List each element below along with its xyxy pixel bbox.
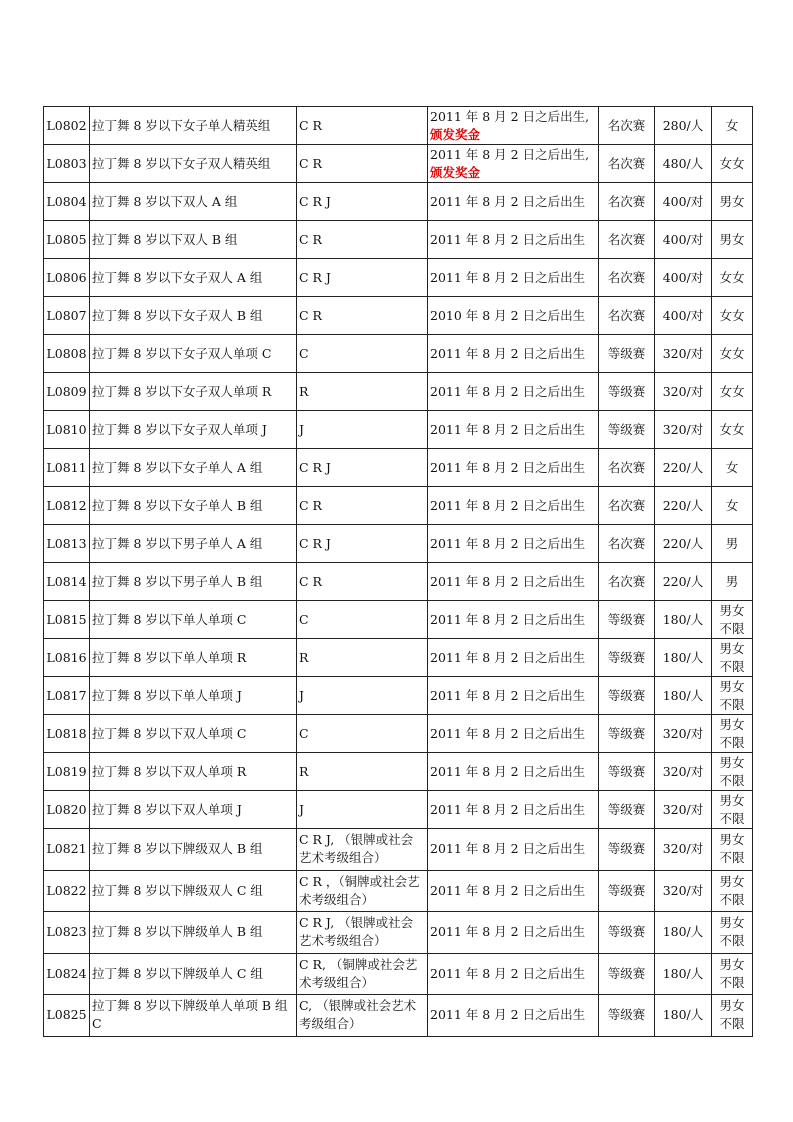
table-row xyxy=(44,107,753,145)
dances-cell: C R xyxy=(297,107,428,145)
birth-requirement-cell xyxy=(428,145,599,183)
event-code-cell: L0813 xyxy=(44,525,90,563)
dances-cell: C R ，（铜牌或社会艺术考级组合） xyxy=(297,870,428,912)
gender-cell: 男女不限 xyxy=(712,601,753,639)
birth-requirement-text: 2011 年 8 月 2 日之后出生 xyxy=(430,611,586,627)
competition-type-cell: 名次赛 xyxy=(599,449,655,487)
birth-requirement-text: 2011 年 8 月 2 日之后出生 xyxy=(430,573,586,589)
gender-cell: 男女不限 xyxy=(712,912,753,954)
gender-cell: 女女 xyxy=(712,411,753,449)
table-row xyxy=(44,525,753,563)
entry-fee-cell: 400/对 xyxy=(655,297,712,335)
competition-type-cell: 名次赛 xyxy=(599,183,655,221)
competition-type-cell: 等级赛 xyxy=(599,601,655,639)
event-code-cell: L0808 xyxy=(44,335,90,373)
entry-fee-cell: 400/对 xyxy=(655,259,712,297)
event-name-cell: 拉丁舞 8 岁以下女子双人 B 组 xyxy=(90,297,297,335)
birth-requirement-cell xyxy=(428,563,599,601)
competition-type-cell: 名次赛 xyxy=(599,563,655,601)
birth-requirement-cell xyxy=(428,715,599,753)
competition-type-cell: 等级赛 xyxy=(599,373,655,411)
dances-cell: C R xyxy=(297,297,428,335)
birth-requirement-cell xyxy=(428,183,599,221)
dances-cell: R xyxy=(297,639,428,677)
event-code-cell: L0809 xyxy=(44,373,90,411)
table-row xyxy=(44,639,753,677)
birth-requirement-cell xyxy=(428,525,599,563)
table-row xyxy=(44,715,753,753)
event-name-cell: 拉丁舞 8 岁以下单人单项 J xyxy=(90,677,297,715)
birth-requirement-cell xyxy=(428,335,599,373)
dances-cell: C R xyxy=(297,221,428,259)
entry-fee-cell: 180/人 xyxy=(655,953,712,995)
entry-fee-cell: 400/对 xyxy=(655,221,712,259)
birth-requirement-text: 2011 年 8 月 2 日之后出生 xyxy=(430,535,586,551)
birth-requirement-text: 2011 年 8 月 2 日之后出生 xyxy=(430,231,586,247)
event-code-cell: L0803 xyxy=(44,145,90,183)
table-row xyxy=(44,563,753,601)
birth-requirement-text: 2011 年 8 月 2 日之后出生 xyxy=(430,801,586,817)
birth-requirement-cell xyxy=(428,601,599,639)
birth-requirement-cell xyxy=(428,677,599,715)
entry-fee-cell: 320/对 xyxy=(655,791,712,829)
event-name-cell: 拉丁舞 8 岁以下双人 A 组 xyxy=(90,183,297,221)
competition-type-cell: 等级赛 xyxy=(599,791,655,829)
gender-cell: 男女 xyxy=(712,221,753,259)
dances-cell: J xyxy=(297,411,428,449)
gender-cell: 女女 xyxy=(712,373,753,411)
table-row xyxy=(44,791,753,829)
competition-type-cell: 等级赛 xyxy=(599,639,655,677)
event-name-cell: 拉丁舞 8 岁以下男子单人 B 组 xyxy=(90,563,297,601)
dances-cell: C R xyxy=(297,563,428,601)
table-row xyxy=(44,601,753,639)
birth-requirement-cell xyxy=(428,449,599,487)
birth-requirement-cell xyxy=(428,753,599,791)
event-name-cell: 拉丁舞 8 岁以下牌级单人 C 组 xyxy=(90,953,297,995)
event-name-cell: 拉丁舞 8 岁以下双人单项 C xyxy=(90,715,297,753)
dances-cell: C xyxy=(297,601,428,639)
gender-cell: 女女 xyxy=(712,145,753,183)
event-code-cell: L0825 xyxy=(44,995,90,1037)
birth-requirement-text: 2011 年 8 月 2 日之后出生 xyxy=(430,193,586,209)
competition-type-cell: 名次赛 xyxy=(599,297,655,335)
competition-type-cell: 等级赛 xyxy=(599,411,655,449)
events-table xyxy=(43,106,753,1037)
dances-cell: C R J xyxy=(297,183,428,221)
award-note: 颁发奖金 xyxy=(430,164,481,180)
birth-requirement-text: 2011 年 8 月 2 日之后出生 xyxy=(430,882,586,898)
dances-cell: C R xyxy=(297,145,428,183)
table-row xyxy=(44,870,753,912)
birth-requirement-cell xyxy=(428,107,599,145)
event-code-cell: L0806 xyxy=(44,259,90,297)
entry-fee-cell: 180/人 xyxy=(655,677,712,715)
competition-type-cell: 名次赛 xyxy=(599,221,655,259)
competition-type-cell: 等级赛 xyxy=(599,870,655,912)
dances-cell: C, （银牌或社会艺术考级组合） xyxy=(297,995,428,1037)
dances-cell: R xyxy=(297,373,428,411)
table-row xyxy=(44,912,753,954)
competition-type-cell: 名次赛 xyxy=(599,259,655,297)
entry-fee-cell: 220/人 xyxy=(655,449,712,487)
gender-cell: 男女不限 xyxy=(712,753,753,791)
dances-cell: C R xyxy=(297,487,428,525)
table-row xyxy=(44,677,753,715)
event-name-cell: 拉丁舞 8 岁以下双人单项 R xyxy=(90,753,297,791)
entry-fee-cell: 180/人 xyxy=(655,912,712,954)
birth-requirement-cell xyxy=(428,870,599,912)
birth-requirement-text: 2011 年 8 月 2 日之后出生, xyxy=(430,146,590,162)
gender-cell: 男女不限 xyxy=(712,677,753,715)
birth-requirement-cell xyxy=(428,221,599,259)
gender-cell: 男女不限 xyxy=(712,715,753,753)
gender-cell: 女 xyxy=(712,487,753,525)
event-code-cell: L0815 xyxy=(44,601,90,639)
table-row xyxy=(44,221,753,259)
table-row xyxy=(44,753,753,791)
competition-type-cell: 等级赛 xyxy=(599,995,655,1037)
birth-requirement-text: 2011 年 8 月 2 日之后出生 xyxy=(430,421,586,437)
entry-fee-cell: 320/对 xyxy=(655,411,712,449)
event-code-cell: L0814 xyxy=(44,563,90,601)
table-row xyxy=(44,995,753,1037)
event-name-cell: 拉丁舞 8 岁以下女子双人单项 C xyxy=(90,335,297,373)
birth-requirement-text: 2011 年 8 月 2 日之后出生 xyxy=(430,965,586,981)
dances-cell: C xyxy=(297,715,428,753)
gender-cell: 男 xyxy=(712,563,753,601)
gender-cell: 男女不限 xyxy=(712,995,753,1037)
competition-type-cell: 等级赛 xyxy=(599,829,655,871)
dances-cell: J xyxy=(297,677,428,715)
event-code-cell: L0811 xyxy=(44,449,90,487)
table-row xyxy=(44,953,753,995)
birth-requirement-cell xyxy=(428,411,599,449)
event-name-cell: 拉丁舞 8 岁以下牌级单人 B 组 xyxy=(90,912,297,954)
competition-type-cell: 等级赛 xyxy=(599,677,655,715)
table-row xyxy=(44,145,753,183)
event-code-cell: L0821 xyxy=(44,829,90,871)
birth-requirement-text: 2011 年 8 月 2 日之后出生 xyxy=(430,687,586,703)
dances-cell: C R J, （银牌或社会艺术考级组合） xyxy=(297,912,428,954)
birth-requirement-cell xyxy=(428,953,599,995)
birth-requirement-text: 2011 年 8 月 2 日之后出生 xyxy=(430,924,586,940)
table-row xyxy=(44,183,753,221)
event-code-cell: L0804 xyxy=(44,183,90,221)
birth-requirement-cell xyxy=(428,259,599,297)
table-row xyxy=(44,373,753,411)
entry-fee-cell: 220/人 xyxy=(655,563,712,601)
table-row xyxy=(44,829,753,871)
event-name-cell: 拉丁舞 8 岁以下女子双人单项 J xyxy=(90,411,297,449)
birth-requirement-text: 2011 年 8 月 2 日之后出生, xyxy=(430,108,590,124)
award-note: 颁发奖金 xyxy=(430,126,481,142)
birth-requirement-text: 2011 年 8 月 2 日之后出生 xyxy=(430,841,586,857)
event-code-cell: L0810 xyxy=(44,411,90,449)
birth-requirement-text: 2011 年 8 月 2 日之后出生 xyxy=(430,649,586,665)
dances-cell: C R J xyxy=(297,449,428,487)
dances-cell: R xyxy=(297,753,428,791)
dances-cell: C R J xyxy=(297,259,428,297)
entry-fee-cell: 320/对 xyxy=(655,335,712,373)
competition-type-cell: 名次赛 xyxy=(599,487,655,525)
birth-requirement-cell xyxy=(428,639,599,677)
gender-cell: 男女不限 xyxy=(712,953,753,995)
event-code-cell: L0812 xyxy=(44,487,90,525)
event-code-cell: L0823 xyxy=(44,912,90,954)
event-code-cell: L0822 xyxy=(44,870,90,912)
gender-cell: 女女 xyxy=(712,259,753,297)
event-code-cell: L0816 xyxy=(44,639,90,677)
birth-requirement-text: 2011 年 8 月 2 日之后出生 xyxy=(430,269,586,285)
gender-cell: 男女不限 xyxy=(712,829,753,871)
table-row xyxy=(44,487,753,525)
event-name-cell: 拉丁舞 8 岁以下男子单人 A 组 xyxy=(90,525,297,563)
entry-fee-cell: 320/对 xyxy=(655,373,712,411)
birth-requirement-cell xyxy=(428,829,599,871)
event-name-cell: 拉丁舞 8 岁以下女子单人 A 组 xyxy=(90,449,297,487)
gender-cell: 女女 xyxy=(712,297,753,335)
table-row xyxy=(44,449,753,487)
birth-requirement-cell xyxy=(428,995,599,1037)
table-body xyxy=(44,107,753,1037)
entry-fee-cell: 180/人 xyxy=(655,601,712,639)
table-row xyxy=(44,297,753,335)
entry-fee-cell: 280/人 xyxy=(655,107,712,145)
event-name-cell: 拉丁舞 8 岁以下女子单人精英组 xyxy=(90,107,297,145)
competition-type-cell: 等级赛 xyxy=(599,715,655,753)
event-code-cell: L0820 xyxy=(44,791,90,829)
entry-fee-cell: 180/人 xyxy=(655,995,712,1037)
entry-fee-cell: 400/对 xyxy=(655,183,712,221)
event-name-cell: 拉丁舞 8 岁以下双人 B 组 xyxy=(90,221,297,259)
competition-type-cell: 等级赛 xyxy=(599,953,655,995)
dances-cell: C R, （铜牌或社会艺术考级组合） xyxy=(297,953,428,995)
competition-type-cell: 等级赛 xyxy=(599,753,655,791)
event-code-cell: L0819 xyxy=(44,753,90,791)
entry-fee-cell: 220/人 xyxy=(655,487,712,525)
event-code-cell: L0817 xyxy=(44,677,90,715)
dances-cell: C R J, （银牌或社会艺术考级组合） xyxy=(297,829,428,871)
gender-cell: 男 xyxy=(712,525,753,563)
competition-type-cell: 名次赛 xyxy=(599,525,655,563)
gender-cell: 女 xyxy=(712,107,753,145)
table-row xyxy=(44,335,753,373)
event-code-cell: L0805 xyxy=(44,221,90,259)
gender-cell: 女 xyxy=(712,449,753,487)
event-name-cell: 拉丁舞 8 岁以下牌级双人 B 组 xyxy=(90,829,297,871)
birth-requirement-cell xyxy=(428,297,599,335)
birth-requirement-cell xyxy=(428,373,599,411)
dances-cell: C R J xyxy=(297,525,428,563)
event-name-cell: 拉丁舞 8 岁以下双人单项 J xyxy=(90,791,297,829)
event-name-cell: 拉丁舞 8 岁以下单人单项 C xyxy=(90,601,297,639)
dances-cell: J xyxy=(297,791,428,829)
event-code-cell: L0807 xyxy=(44,297,90,335)
entry-fee-cell: 180/人 xyxy=(655,639,712,677)
competition-type-cell: 等级赛 xyxy=(599,912,655,954)
competition-type-cell: 等级赛 xyxy=(599,335,655,373)
birth-requirement-text: 2011 年 8 月 2 日之后出生 xyxy=(430,1007,586,1023)
event-code-cell: L0824 xyxy=(44,953,90,995)
table-row xyxy=(44,411,753,449)
event-name-cell: 拉丁舞 8 岁以下女子双人 A 组 xyxy=(90,259,297,297)
event-name-cell: 拉丁舞 8 岁以下牌级双人 C 组 xyxy=(90,870,297,912)
birth-requirement-text: 2010 年 8 月 2 日之后出生 xyxy=(430,307,586,323)
entry-fee-cell: 320/对 xyxy=(655,829,712,871)
entry-fee-cell: 320/对 xyxy=(655,753,712,791)
birth-requirement-text: 2011 年 8 月 2 日之后出生 xyxy=(430,725,586,741)
event-name-cell: 拉丁舞 8 岁以下牌级单人单项 B 组 C xyxy=(90,995,297,1037)
event-name-cell: 拉丁舞 8 岁以下女子双人单项 R xyxy=(90,373,297,411)
competition-type-cell: 名次赛 xyxy=(599,107,655,145)
entry-fee-cell: 320/对 xyxy=(655,870,712,912)
birth-requirement-cell xyxy=(428,487,599,525)
gender-cell: 男女 xyxy=(712,183,753,221)
birth-requirement-text: 2011 年 8 月 2 日之后出生 xyxy=(430,345,586,361)
event-name-cell: 拉丁舞 8 岁以下女子单人 B 组 xyxy=(90,487,297,525)
table-row xyxy=(44,259,753,297)
entry-fee-cell: 320/对 xyxy=(655,715,712,753)
birth-requirement-text: 2011 年 8 月 2 日之后出生 xyxy=(430,383,586,399)
entry-fee-cell: 220/人 xyxy=(655,525,712,563)
birth-requirement-text: 2011 年 8 月 2 日之后出生 xyxy=(430,763,586,779)
gender-cell: 男女不限 xyxy=(712,870,753,912)
gender-cell: 男女不限 xyxy=(712,639,753,677)
birth-requirement-text: 2011 年 8 月 2 日之后出生 xyxy=(430,459,586,475)
dances-cell: C xyxy=(297,335,428,373)
birth-requirement-cell xyxy=(428,791,599,829)
birth-requirement-cell xyxy=(428,912,599,954)
entry-fee-cell: 480/人 xyxy=(655,145,712,183)
gender-cell: 男女不限 xyxy=(712,791,753,829)
birth-requirement-text: 2011 年 8 月 2 日之后出生 xyxy=(430,497,586,513)
gender-cell: 女女 xyxy=(712,335,753,373)
event-code-cell: L0818 xyxy=(44,715,90,753)
competition-type-cell: 名次赛 xyxy=(599,145,655,183)
event-code-cell: L0802 xyxy=(44,107,90,145)
event-name-cell: 拉丁舞 8 岁以下女子双人精英组 xyxy=(90,145,297,183)
event-name-cell: 拉丁舞 8 岁以下单人单项 R xyxy=(90,639,297,677)
